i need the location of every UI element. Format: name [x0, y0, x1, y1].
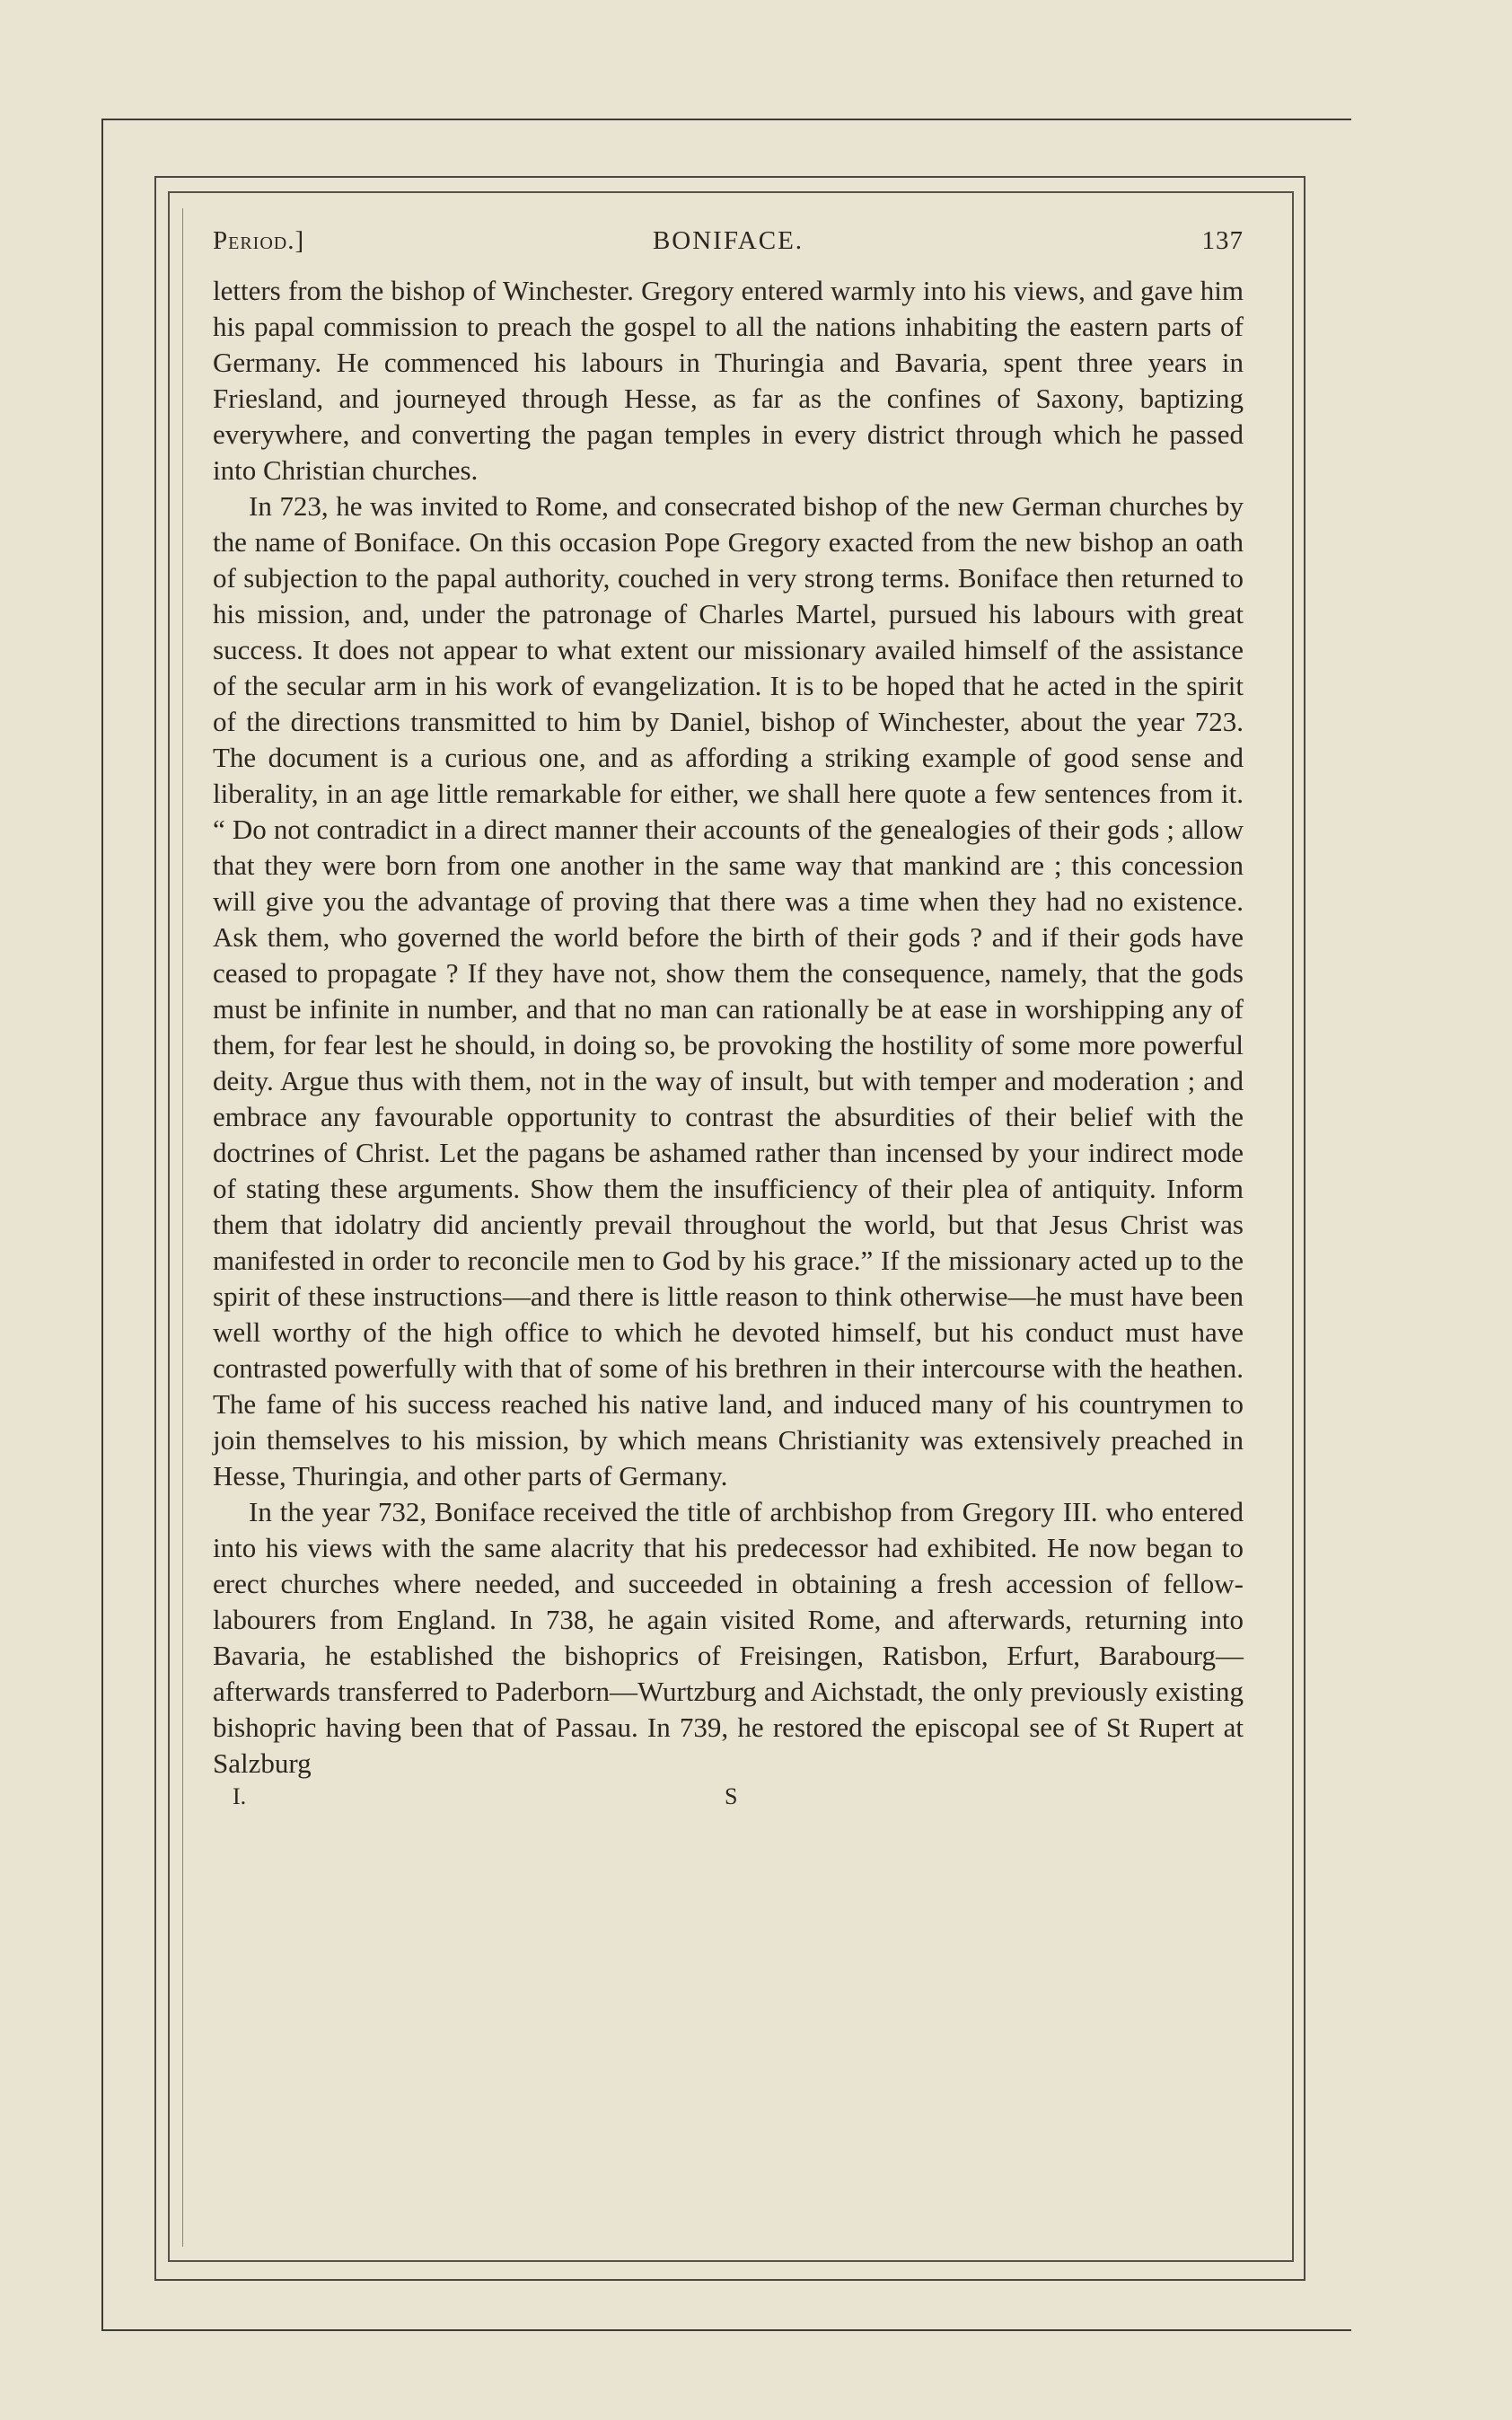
- running-head-section: Period.]: [213, 226, 305, 255]
- body-text: [213, 273, 1244, 1782]
- inner-rule: [182, 208, 183, 2247]
- paragraph-3: In the year 732, Boniface received the title of archbishop from Gregory III. who entered into his views with the same alacrity that his predecessor had exhibited. He now began to erect churches where needed, and succeeded in obtaining a fresh accession of fellow-labourers from England. In 738, he again visited Rome, and afterwards, returning into Bavaria, he established the bishoprics of Freisingen, Ratisbon, Erfurt, Barabourg—afterwards transferred to Paderborn—Wurtzburg and Aichstadt, the only previously existing bishopric having been that of Passau. In 739, he restored the episcopal see of St Rupert at Salzburg: [213, 1496, 1244, 1779]
- book-page: [213, 226, 1244, 2202]
- page-number: 137: [1201, 226, 1244, 255]
- volume-mark: I.: [233, 1783, 247, 1809]
- signature-mark: S: [725, 1783, 738, 1809]
- paragraph-2: In 723, he was invited to Rome, and consecrated bishop of the new German churches by the name of Boniface. On this occasion Pope Gregory exacted from the new bishop an oath of subjection to the papal authority, couched in very strong terms. Boniface then returned to his mission, and, under the patronage of Charles Martel, pursued his labours with great success. It does not appear to what extent our missionary availed himself of the assistance of the secular arm in his work of evangelization. It is to be hoped that he acted in the spirit of the directions transmitted to him by Daniel, bishop of Winchester, about the year 723. The document is a curious one, and as affording a striking example of good sense and liberality, in an age little remarkable for either, we shall here quote a few sentences from it. “ Do not contradict in a direct manner their accounts of the genealogies of their gods ; allow that they were born from one another in the same way that mankind are ; this concession will give you the advantage of proving that there was a time when they had no existence. Ask them, who governed the world before the birth of their gods ? and if their gods have ceased to propagate ? If they have not, show them the consequence, namely, that the gods must be infinite in number, and that no man can rationally be at ease in worshipping any of them, for fear lest he should, in doing so, be provoking the hostility of some more powerful deity. Argue thus with them, not in the way of insult, but with temper and moderation ; and embrace any favourable opportunity to contrast the absurdities of their belief with the doctrines of Christ. Let the pagans be ashamed rather than incensed by your indirect mode of stating these arguments. Show them the insufficiency of their plea of antiquity. Inform them that idolatry did anciently prevail throughout the world, but that Jesus Christ was manifested in order to reconcile men to God by his grace.” If the missionary acted up to the spirit of these instructions—and there is little reason to think otherwise—he must have been well worthy of the high office to which he devoted himself, but his conduct must have contrasted powerfully with that of some of his brethren in their intercourse with the heathen. The fame of his success reached his native land, and induced many of his countrymen to join themselves to his mission, by which means Christianity was extensively preached in Hesse, Thuringia, and other parts of Germany.: [213, 490, 1244, 1492]
- paragraph-1: letters from the bishop of Winchester. Gregory entered warmly into his views, and gave him his papal commission to preach the gospel to all the nations inhabiting the eastern parts of Germany. He commenced his labours in Thuringia and Bavaria, spent three years in Friesland, and journeyed through Hesse, as far as the confines of Saxony, baptizing everywhere, and converting the pagan temples in every district through which he passed into Christian churches.: [213, 275, 1244, 486]
- running-head-title: BONIFACE.: [652, 226, 804, 255]
- signature-line: [213, 1783, 1244, 1819]
- running-head: [213, 226, 1244, 259]
